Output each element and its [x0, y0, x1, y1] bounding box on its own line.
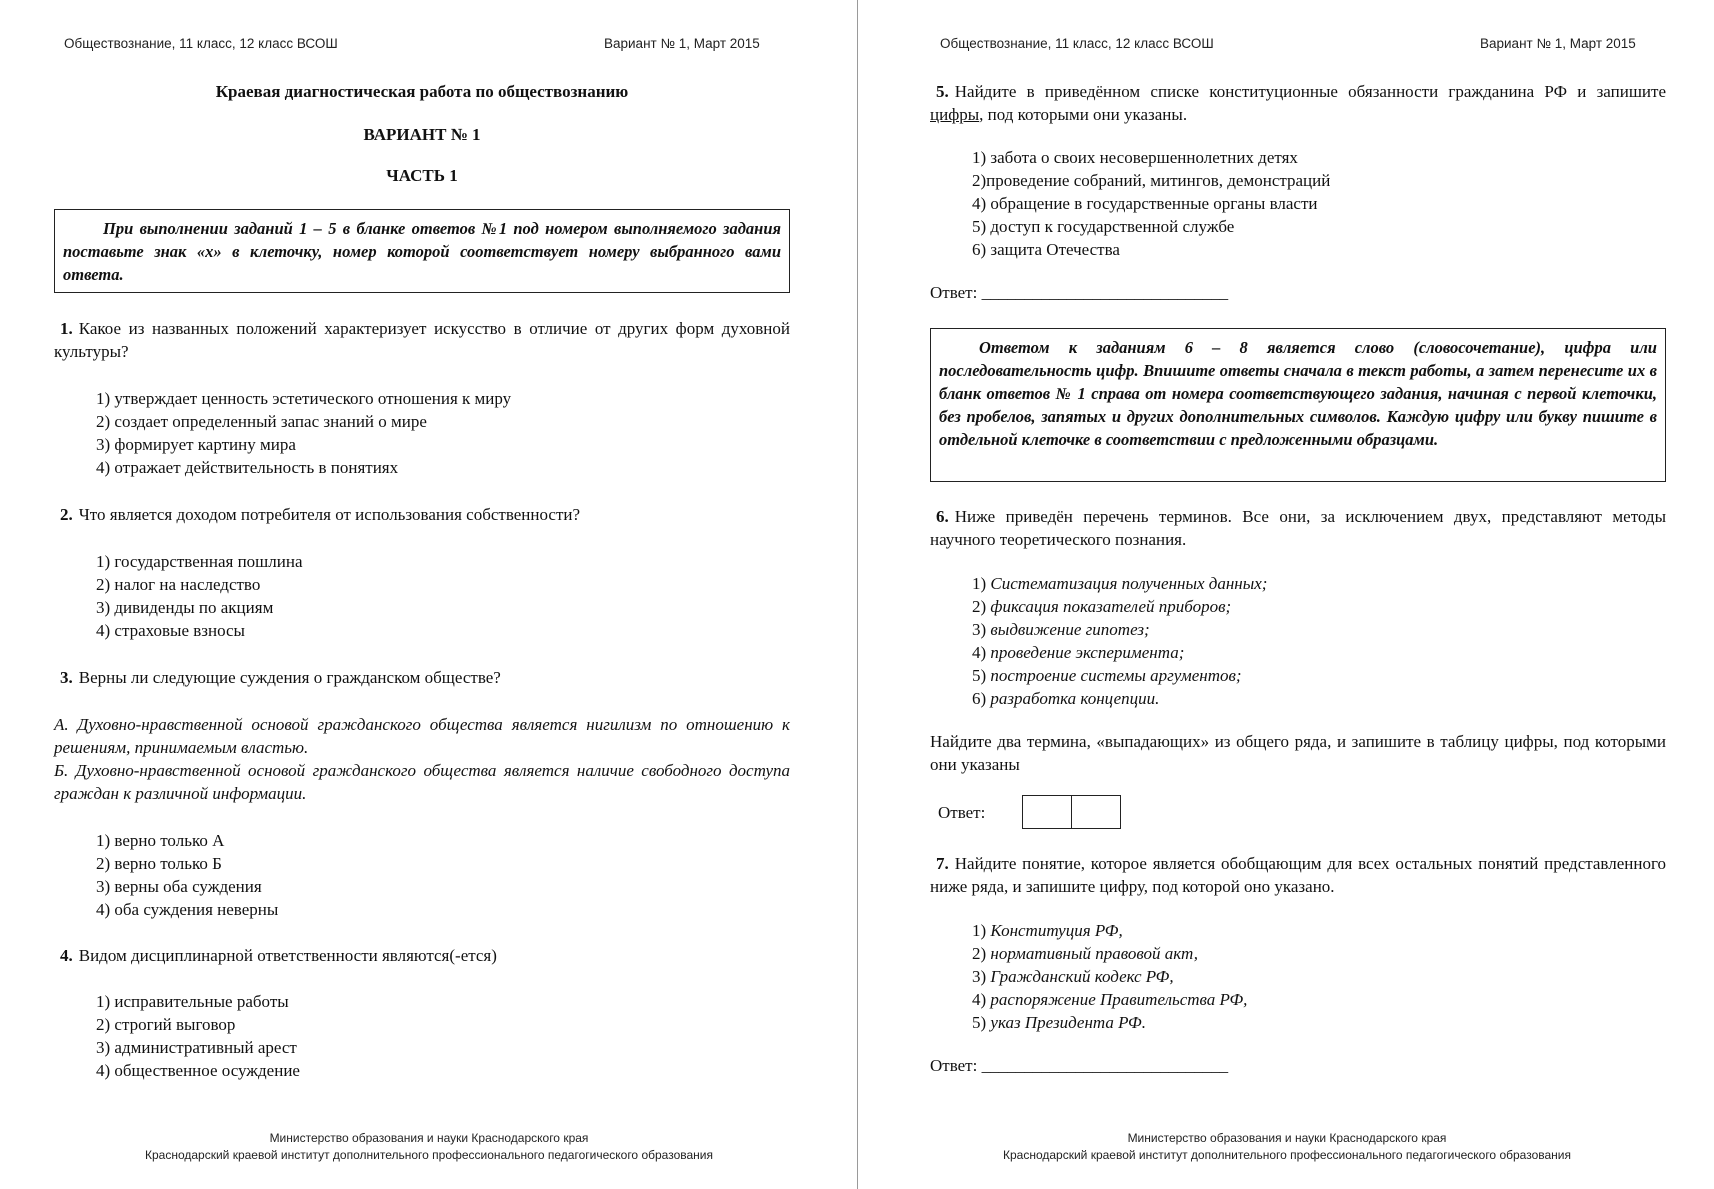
question-7 [930, 852, 1666, 898]
option: 2) фиксация показателей приборов; [972, 597, 1232, 616]
option: 4) обращение в государственные органы власти [972, 194, 1318, 213]
question-text-underlined: цифры [930, 105, 980, 124]
variant-heading: ВАРИАНТ № 1 [363, 125, 481, 144]
option: 4) общественное осуждение [96, 1061, 300, 1080]
option: 6) защита Отечества [972, 240, 1120, 259]
option: 2) создает определенный запас знаний о мире [96, 412, 427, 431]
question-1 [54, 317, 790, 363]
option: 3) Гражданский кодекс РФ, [972, 967, 1174, 986]
question-4-options [96, 990, 300, 1082]
option: 2) нормативный правовой акт, [972, 944, 1198, 963]
question-text: Какое из названных положений характеризует искусство в отличие от других форм духовной культуры? [54, 319, 790, 361]
option: 3) формирует картину мира [96, 435, 296, 454]
option: 4) проведение эксперимента; [972, 643, 1185, 662]
header-subject: Обществознание, 11 класс, 12 класс ВСОШ [940, 36, 1214, 51]
question-number: 3. [60, 668, 73, 687]
option: 1) Конституция РФ, [972, 921, 1123, 940]
option: 3) дивиденды по акциям [96, 598, 274, 617]
header-variant: Вариант № 1, Март 2015 [604, 36, 760, 51]
question-text: Ниже приведён перечень терминов. Все они, за исключением двух, представляют методы научного теоретического познания. [930, 507, 1666, 549]
part-heading: ЧАСТЬ 1 [386, 166, 458, 185]
option: 1) Систематизация полученных данных; [972, 574, 1268, 593]
footer-institute: Краснодарский краевой институт дополнительного профессионального педагогического образования [144, 1148, 713, 1162]
question-text: Найдите понятие, которое является обобщающим для всех остальных понятий представленного ниже ряда, и запишите цифру, под которой оно указано. [930, 854, 1666, 896]
option: 4) страховые взносы [96, 621, 245, 640]
question-number: 7. [936, 854, 949, 873]
option: 6) разработка концепции. [972, 689, 1160, 708]
option: 5) построение системы аргументов; [972, 666, 1242, 685]
question-5-options [972, 146, 1330, 261]
question-2 [54, 503, 790, 526]
statement-b: Б. Духовно-нравственной основой гражданского общества является наличие свободного доступа граждан к различной информации. [54, 761, 790, 803]
question-text: Верны ли следующие суждения о гражданском обществе? [78, 668, 501, 687]
option: 2)проведение собраний, митингов, демонстраций [972, 171, 1331, 190]
answer-label: Ответ: [938, 803, 986, 822]
question-number: 5. [936, 82, 949, 101]
question-number: 2. [60, 505, 73, 524]
instruction-text: При выполнении заданий 1 – 5 в бланке ответов №1 под номером выполняемого задания поставьте знак «х» в клеточку, номер которой соответствует номеру выбранного вами ответа. [63, 219, 781, 284]
option: 1) забота о своих несовершеннолетних детях [972, 148, 1298, 167]
option: 5) доступ к государственной службе [972, 217, 1235, 236]
question-5 [930, 80, 1666, 126]
document-title: Краевая диагностическая работа по обществознанию [215, 82, 629, 101]
option: 1) исправительные работы [96, 992, 289, 1011]
right-page [860, 0, 1714, 1189]
option: 2) налог на наследство [96, 575, 261, 594]
option: 3) верны оба суждения [96, 877, 262, 896]
header-variant: Вариант № 1, Март 2015 [1480, 36, 1636, 51]
question-2-options [96, 550, 303, 642]
option: 4) оба суждения неверны [96, 900, 279, 919]
answer-line: Ответ: _____________________________ [930, 283, 1229, 302]
footer-ministry: Министерство образования и науки Краснодарского края [1127, 1131, 1447, 1145]
instruction-text: Ответом к заданиям 6 – 8 является слово (словосочетание), цифра или последовательность цифр. Впишите ответы сначала в текст работы, а затем перенесите их в бланк ответов № 1 справа от номера соответствующего задания, начиная с первой клеточки, без пробелов, запятых и других дополнительных символов. Каждую цифру или букву пишите в отдельной клеточке в соответствии с предложенными образцами. [939, 338, 1657, 449]
question-7-options [972, 919, 1247, 1034]
question-6 [930, 505, 1666, 551]
question-6-task: Найдите два термина, «выпадающих» из общего ряда, и запишите в таблицу цифры, под которыми они указаны [930, 732, 1666, 774]
question-text: Найдите в приведённом списке конституционные обязанности гражданина РФ и запишите [954, 82, 1666, 101]
header-subject: Обществознание, 11 класс, 12 класс ВСОШ [64, 36, 338, 51]
question-number: 6. [936, 507, 949, 526]
question-number: 4. [60, 946, 73, 965]
option: 3) выдвижение гипотез; [972, 620, 1150, 639]
question-text: Что является доходом потребителя от использования собственности? [78, 505, 581, 524]
question-4 [54, 944, 790, 967]
option: 3) административный арест [96, 1038, 297, 1057]
question-3 [54, 666, 790, 689]
option: 2) верно только Б [96, 854, 222, 873]
instruction-box [54, 209, 790, 293]
option: 2) строгий выговор [96, 1015, 236, 1034]
option: 5) указ Президента РФ. [972, 1013, 1146, 1032]
option: 1) государственная пошлина [96, 552, 303, 571]
statement-a: А. Духовно-нравственной основой гражданского общества является нигилизм по отношению к решениям, принимаемым властью. [54, 715, 790, 757]
page-divider [857, 0, 858, 1189]
footer-institute: Краснодарский краевой институт дополнительного профессионального педагогического образования [1002, 1148, 1571, 1162]
instruction-box [930, 328, 1666, 482]
answer-cell-1[interactable] [1023, 796, 1071, 828]
answer-line: Ответ: _____________________________ [930, 1056, 1229, 1075]
footer-ministry: Министерство образования и науки Краснодарского края [269, 1131, 589, 1145]
question-1-options [96, 387, 511, 479]
answer-table[interactable] [1022, 795, 1121, 829]
option: 4) распоряжение Правительства РФ, [972, 990, 1248, 1009]
question-text-end: , под которыми они указаны. [979, 105, 1188, 124]
question-number: 1. [60, 319, 73, 338]
option: 1) утверждает ценность эстетического отношения к миру [96, 389, 512, 408]
footer [0, 1130, 858, 1164]
question-6-options [972, 572, 1267, 710]
answer-cell-2[interactable] [1071, 796, 1120, 828]
option: 1) верно только А [96, 831, 225, 850]
question-text: Видом дисциплинарной ответственности являются(-ется) [78, 946, 497, 965]
question-3-options [96, 829, 278, 921]
option: 4) отражает действительность в понятиях [96, 458, 399, 477]
footer [860, 1130, 1714, 1164]
